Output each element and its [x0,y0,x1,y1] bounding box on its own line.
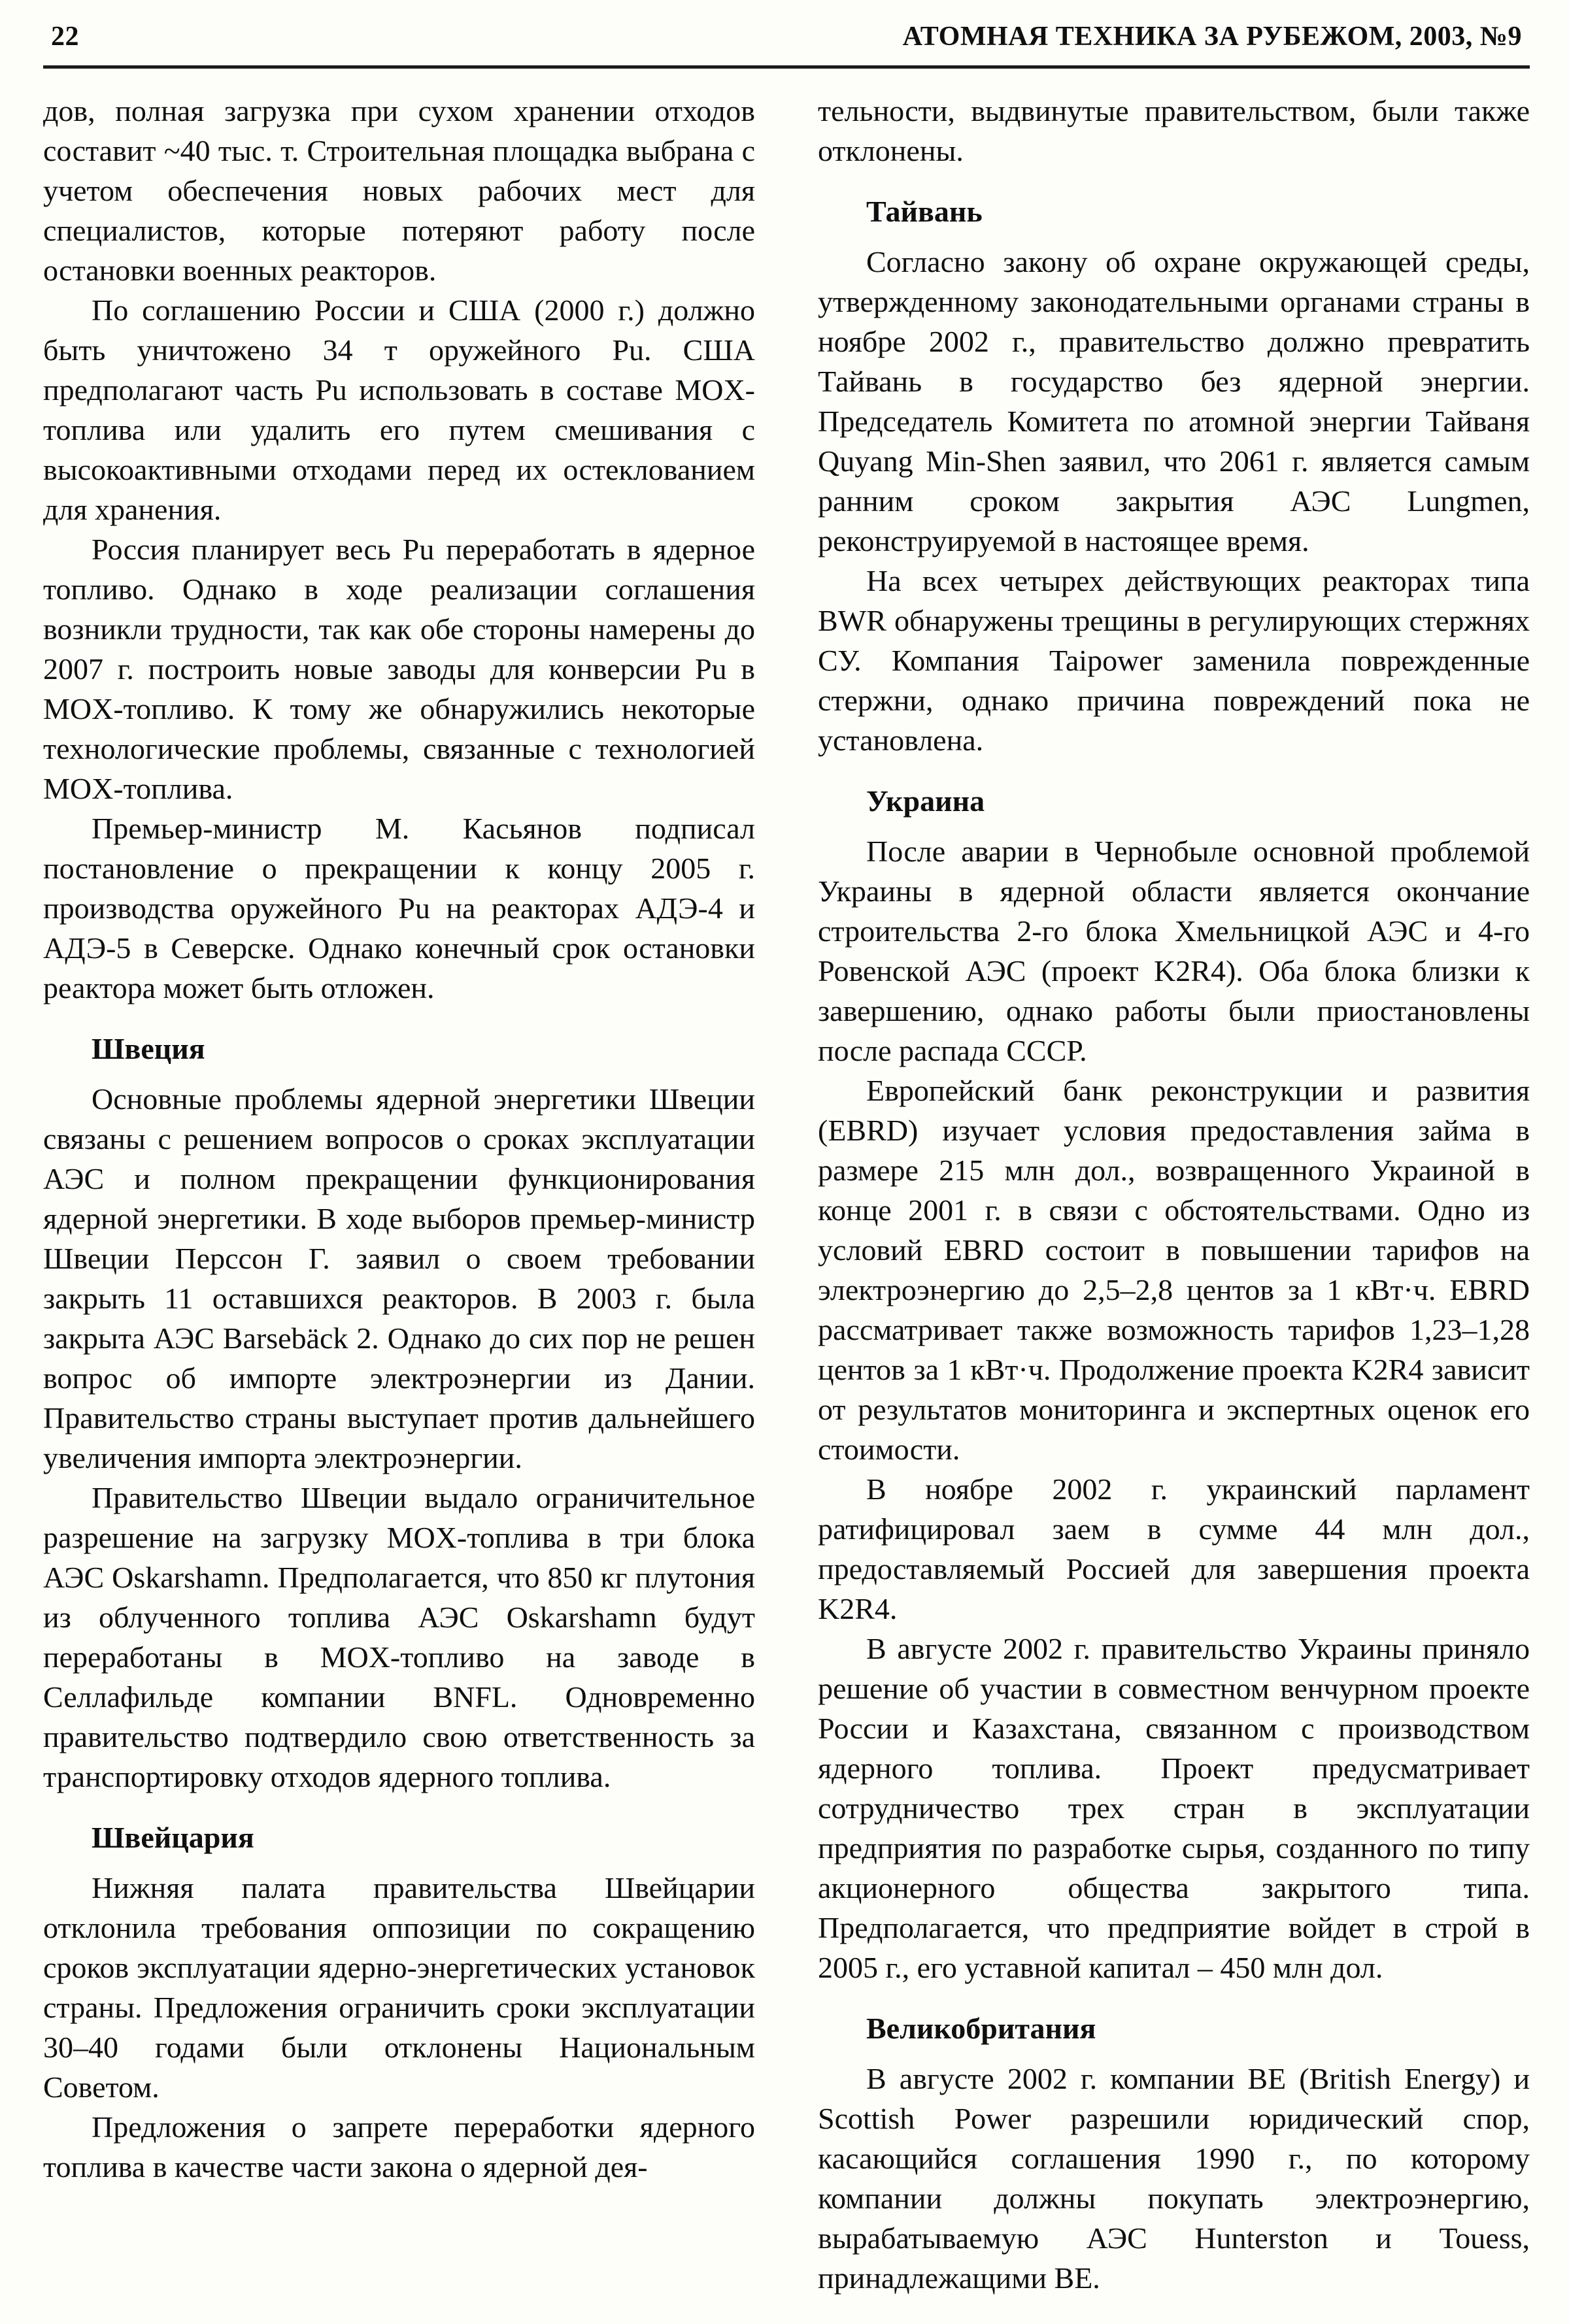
body-paragraph: Россия планирует весь Pu переработать в ядерное топливо. Однако в ходе реализации соглашения возникли трудности, так как обе стороны намерены до 2007 г. построить новые заводы для конверсии Pu в MOX-топливо. К тому же обнаружились некоторые технологические проблемы, связанные с технологией MOX-топлива. [43,533,755,805]
body-paragraph: В августе 2002 г. компании BE (British Energy) и Scottish Power разрешили юридический спор, касающийся соглашения 1990 г., по которому компании должны покупать электроэнергию, вырабатываемую АЭС Hunterston и Touess, принадлежащими BE. [818,2062,1530,2295]
body-paragraph: Премьер-министр М. Касьянов подписал постановление о прекращении к концу 2005 г. производства оружейного Pu на реакторах АДЭ-4 и АДЭ-5 в Северске. Однако конечный срок остановки реактора может быть отложен. [43,812,755,1004]
article-body [43,91,1530,2298]
body-paragraph: Предложения о запрете переработки ядерного топлива в качестве части закона о ядерной дея- [43,2110,755,2183]
body-paragraph: В августе 2002 г. правительство Украины приняло решение об участии в совместном венчурном проекте России и Казахстана, связанном с производством ядерного топлива. Проект предусматривает сотрудничество трех стран в эксплуатации предприятия по разработке сырья, созданного по типу акционерного общества закрытого типа. Предполагается, что предприятие войдет в строй в 2005 г., его уставной капитал – 450 млн дол. [818,1632,1530,1984]
body-paragraph: Основные проблемы ядерной энергетики Швеции связаны с решением вопросов о сроках эксплуатации АЭС и полном прекращении функционирования ядерной энергетики. В ходе выборов премьер-министр Швеции Перссон Г. заявил о своем требовании закрыть 11 оставшихся реакторов. В 2003 г. была закрыта АЭС Barsebäck 2. Однако до сих пор не решен вопрос об импорте электроэнергии из Дании. Правительство страны выступает против дальнейшего увеличения импорта электроэнергии. [43,1082,755,1474]
journal-title: АТОМНАЯ ТЕХНИКА ЗА РУБЕЖОМ, 2003, №9 [902,22,1522,52]
continuation-paragraph: тельности, выдвинутые правительством, были также отклонены. [818,94,1530,167]
body-paragraph: После аварии в Чернобыле основной проблемой Украины в ядерной области является окончание строительства 2-го блока Хмельницкой АЭС и 4-го Ровенской АЭС (проект K2R4). Оба блока близки к завершению, однако работы были приостановлены после распада СССР. [818,835,1530,1067]
page-number: 22 [51,22,79,52]
body-paragraph: На всех четырех действующих реакторах типа BWR обнаружены трещины в регулирующих стержнях СУ. Компания Taipower заменила поврежденные стержни, однако причина повреждений пока не установлена. [818,564,1530,757]
section-heading: Швеция [92,1032,205,1065]
section-heading: Швейцария [92,1821,254,1854]
section-heading: Великобритания [866,2012,1096,2045]
continuation-paragraph: дов, полная загрузка при сухом хранении отходов составит ~40 тыс. т. Строительная площадка выбрана с учетом обеспечения новых рабочих мест для специалистов, которые потеряют работу после остановки военных реакторов. [43,94,755,287]
body-paragraph: По соглашению России и США (2000 г.) должно быть уничтожено 34 т оружейного Pu. США предполагают часть Pu использовать в составе MOX-топлива или удалить его путем смешивания с высокоактивными отходами перед их остеклованием для хранения. [43,293,755,526]
section-heading: Тайвань [866,195,983,228]
left-column [43,91,755,2298]
page-header [43,17,1530,65]
body-paragraph: Европейский банк реконструкции и развития (EBRD) изучает условия предоставления займа в размере 215 млн дол., возвращенного Украиной в конце 2001 г. в связи с обстоятельствами. Одно из условий EBRD состоит в повышении тарифов на электроэнергию до 2,5–2,8 центов за 1 кВт·ч. EBRD рассматривает также возможность тарифов 1,23–1,28 центов за 1 кВт·ч. Продолжение проекта K2R4 зависит от результатов мониторинга и экспертных оценок его стоимости. [818,1074,1530,1466]
header-rule [43,65,1530,69]
section-heading: Украина [866,784,985,818]
body-paragraph: Согласно закону об охране окружающей среды, утвержденному законодательными органами страны в ноябре 2002 г., правительство должно превратить Тайвань в государство без ядерной энергии. Председатель Комитета по атомной энергии Тайваня Quyang Min-Shen заявил, что 2061 г. является самым ранним сроком закрытия АЭС Lungmen, реконструируемой в настоящее время. [818,245,1530,557]
body-paragraph: В ноябре 2002 г. украинский парламент ратифицировал заем в сумме 44 млн дол., предоставляемый Россией для завершения проекта K2R4. [818,1472,1530,1625]
body-paragraph: Нижняя палата правительства Швейцарии отклонила требования оппозиции по сокращению сроков эксплуатации ядерно-энергетических установок страны. Предложения ограничить сроки эксплуатации 30–40 годами были отклонены Национальным Советом. [43,1871,755,2104]
body-paragraph: Правительство Швеции выдало ограничительное разрешение на загрузку MOX-топлива в три блока АЭС Oskarshamn. Предполагается, что 850 кг плутония из облученного топлива АЭС Oskarshamn будут переработаны в MOX-топливо на заводе в Селлафильде компании BNFL. Одновременно правительство подтвердило свою ответственность за транспортировку отходов ядерного топлива. [43,1481,755,1793]
right-column [818,91,1530,2298]
